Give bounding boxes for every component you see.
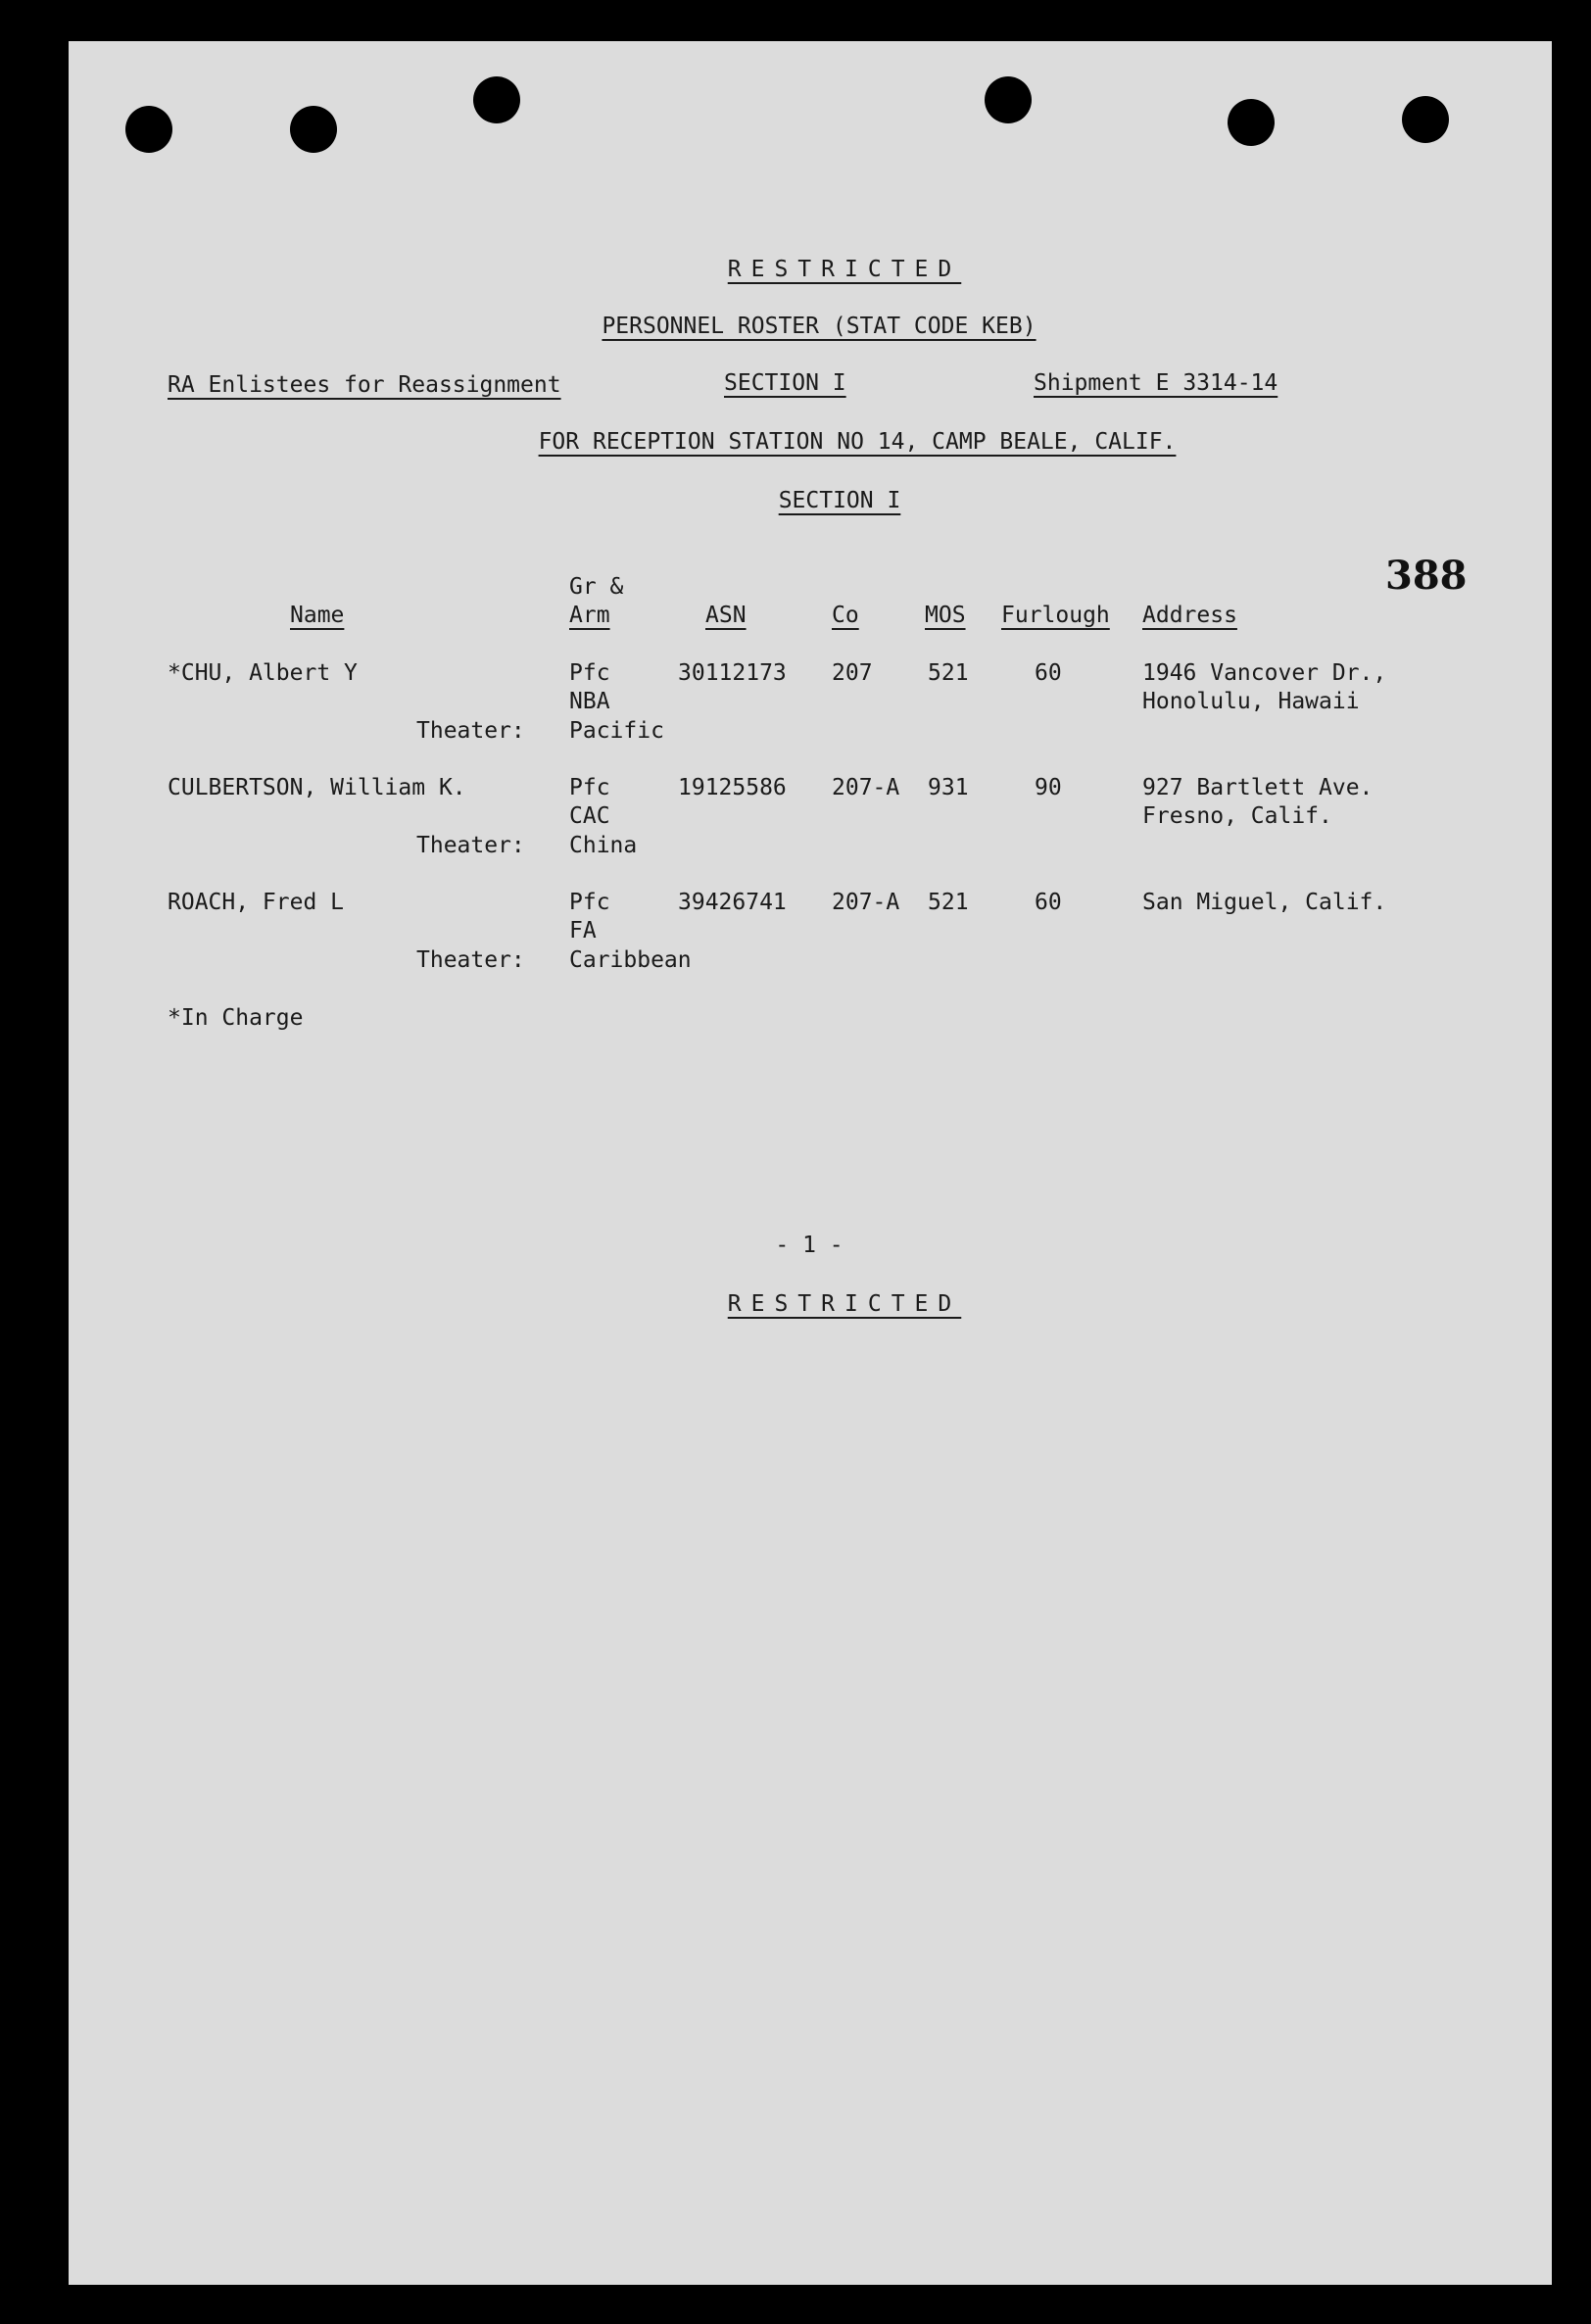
- punch-hole: [473, 76, 520, 123]
- row-address-line2: Fresno, Calif.: [1142, 803, 1332, 829]
- col-co: Co: [832, 603, 859, 628]
- row-asn: 19125586: [678, 775, 787, 800]
- row-grade: Pfc: [569, 660, 610, 686]
- col-grade-top: Gr &: [569, 574, 624, 600]
- punch-hole: [125, 106, 172, 153]
- punch-hole: [290, 106, 337, 153]
- row-arm: CAC: [569, 803, 610, 829]
- row-name: ROACH, Fred L: [168, 890, 345, 915]
- row-address-line1: San Miguel, Calif.: [1142, 890, 1387, 915]
- row-grade: Pfc: [569, 890, 610, 915]
- theater-label: Theater:: [416, 718, 525, 744]
- punch-hole: [1402, 96, 1449, 143]
- row-name: CULBERTSON, William K.: [168, 775, 466, 800]
- shipment-label: Shipment E 3314-14: [1034, 370, 1278, 396]
- restricted-header: RESTRICTED: [727, 257, 962, 282]
- row-co: 207-A: [832, 890, 900, 915]
- row-co: 207: [832, 660, 873, 686]
- punch-hole: [985, 76, 1032, 123]
- row-grade: Pfc: [569, 775, 610, 800]
- footnote: *In Charge: [168, 1005, 304, 1031]
- row-address-line2: Honolulu, Hawaii: [1142, 689, 1360, 714]
- row-theater: Pacific: [569, 718, 664, 744]
- roster-title: PERSONNEL ROSTER (STAT CODE KEB): [602, 314, 1037, 339]
- col-furlough: Furlough: [1001, 603, 1110, 628]
- section-label: SECTION I: [724, 370, 846, 396]
- row-co: 207-A: [832, 775, 900, 800]
- enlistees-label: RA Enlistees for Reassignment: [168, 372, 561, 398]
- row-furlough: 60: [1035, 890, 1062, 915]
- punch-hole: [1228, 99, 1275, 146]
- destination-label: FOR RECEPTION STATION NO 14, CAMP BEALE, CALIF.: [538, 429, 1177, 455]
- row-arm: FA: [569, 918, 597, 944]
- restricted-footer: RESTRICTED: [727, 1291, 962, 1317]
- col-name: Name: [290, 603, 345, 628]
- row-asn: 39426741: [678, 890, 787, 915]
- section-subheading: SECTION I: [778, 488, 901, 513]
- row-address-line1: 927 Bartlett Ave.: [1142, 775, 1374, 800]
- col-address: Address: [1142, 603, 1237, 628]
- col-grade-bottom: Arm: [569, 603, 610, 628]
- row-furlough: 60: [1035, 660, 1062, 686]
- col-asn: ASN: [705, 603, 747, 628]
- row-name: *CHU, Albert Y: [168, 660, 358, 686]
- row-asn: 30112173: [678, 660, 787, 686]
- page-number: - 1 -: [775, 1233, 844, 1258]
- row-furlough: 90: [1035, 775, 1062, 800]
- theater-label: Theater:: [416, 833, 525, 858]
- row-arm: NBA: [569, 689, 610, 714]
- page-stamp: 388: [1385, 553, 1468, 599]
- row-mos: 521: [928, 890, 969, 915]
- theater-label: Theater:: [416, 947, 525, 973]
- row-mos: 521: [928, 660, 969, 686]
- row-theater: China: [569, 833, 638, 858]
- row-theater: Caribbean: [569, 947, 692, 973]
- col-mos: MOS: [925, 603, 966, 628]
- row-address-line1: 1946 Vancover Dr.,: [1142, 660, 1387, 686]
- row-mos: 931: [928, 775, 969, 800]
